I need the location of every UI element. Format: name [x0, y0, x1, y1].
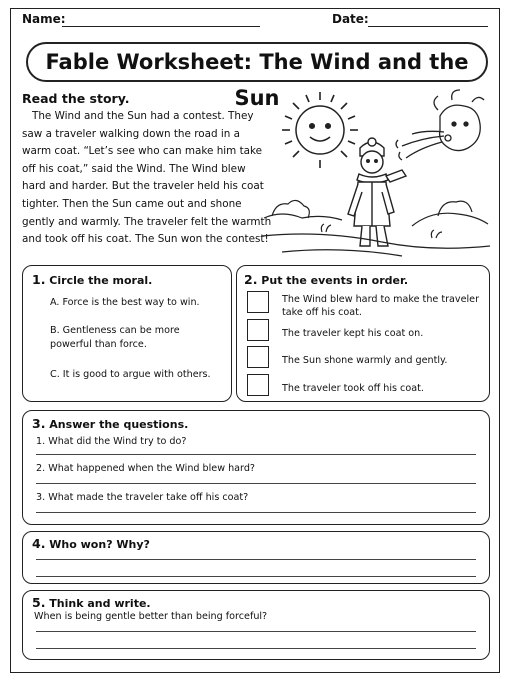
event-2: The traveler kept his coat on. [282, 328, 424, 339]
sun-icon [282, 92, 358, 168]
wind-face-icon [396, 90, 484, 160]
events-heading: 2. Put the events in order. [244, 272, 408, 287]
moral-option-c[interactable]: C. It is good to argue with others. [50, 369, 211, 380]
moral-option-a[interactable]: A. Force is the best way to win. [50, 297, 200, 308]
question-1: 1. What did the Wind try to do? [36, 436, 187, 447]
event-order-box-1[interactable] [247, 291, 269, 313]
think-write-heading: 5. Think and write. [32, 595, 151, 610]
think-write-line-2[interactable] [36, 648, 476, 649]
answer-line-2[interactable] [36, 483, 476, 484]
who-won-line-2[interactable] [36, 576, 476, 577]
event-3: The Sun shone warmly and gently. [282, 355, 448, 366]
date-field[interactable] [368, 26, 488, 27]
moral-option-b[interactable]: B. Gentleness can be more powerful than force. [50, 325, 180, 350]
event-order-box-4[interactable] [247, 374, 269, 396]
who-won-heading: 4. Who won? Why? [32, 536, 150, 551]
think-write-prompt: When is being gentle better than being forceful? [34, 611, 268, 622]
who-won-line-1[interactable] [36, 559, 476, 560]
answer-line-3[interactable] [36, 512, 476, 513]
think-write-line-1[interactable] [36, 631, 476, 632]
date-label: Date: [332, 12, 369, 26]
event-4: The traveler took off his coat. [282, 383, 424, 394]
name-label: Name: [22, 12, 66, 26]
question-3: 3. What made the traveler take off his coat? [36, 492, 249, 503]
question-2: 2. What happened when the Wind blew hard? [36, 463, 256, 474]
answer-line-1[interactable] [36, 454, 476, 455]
story-heading: Read the story. [22, 91, 130, 106]
event-1: The Wind blew hard to make the traveler take off his coat. [282, 294, 480, 318]
moral-heading: 1. Circle the moral. [32, 272, 153, 287]
questions-heading: 3. Answer the questions. [32, 416, 189, 431]
wind-sun-illustration [262, 86, 490, 262]
name-field[interactable] [62, 26, 260, 27]
event-order-box-2[interactable] [247, 319, 269, 341]
traveler-icon [348, 138, 406, 246]
story-text: The Wind and the Sun had a contest. They saw a traveler walking down the road in a warm coat. “Let’s see who can make him take off his coat,” said the Wind. The Wind blew hard and harder. But the traveler held his coat tighter. Then the Sun came out and shone gently and warmly. The traveler felt the warmth and took off his coat. The Sun won the contest! [22, 110, 272, 246]
page-title: Fable Worksheet: The Wind and the Sun [26, 42, 488, 82]
event-order-box-3[interactable] [247, 346, 269, 368]
